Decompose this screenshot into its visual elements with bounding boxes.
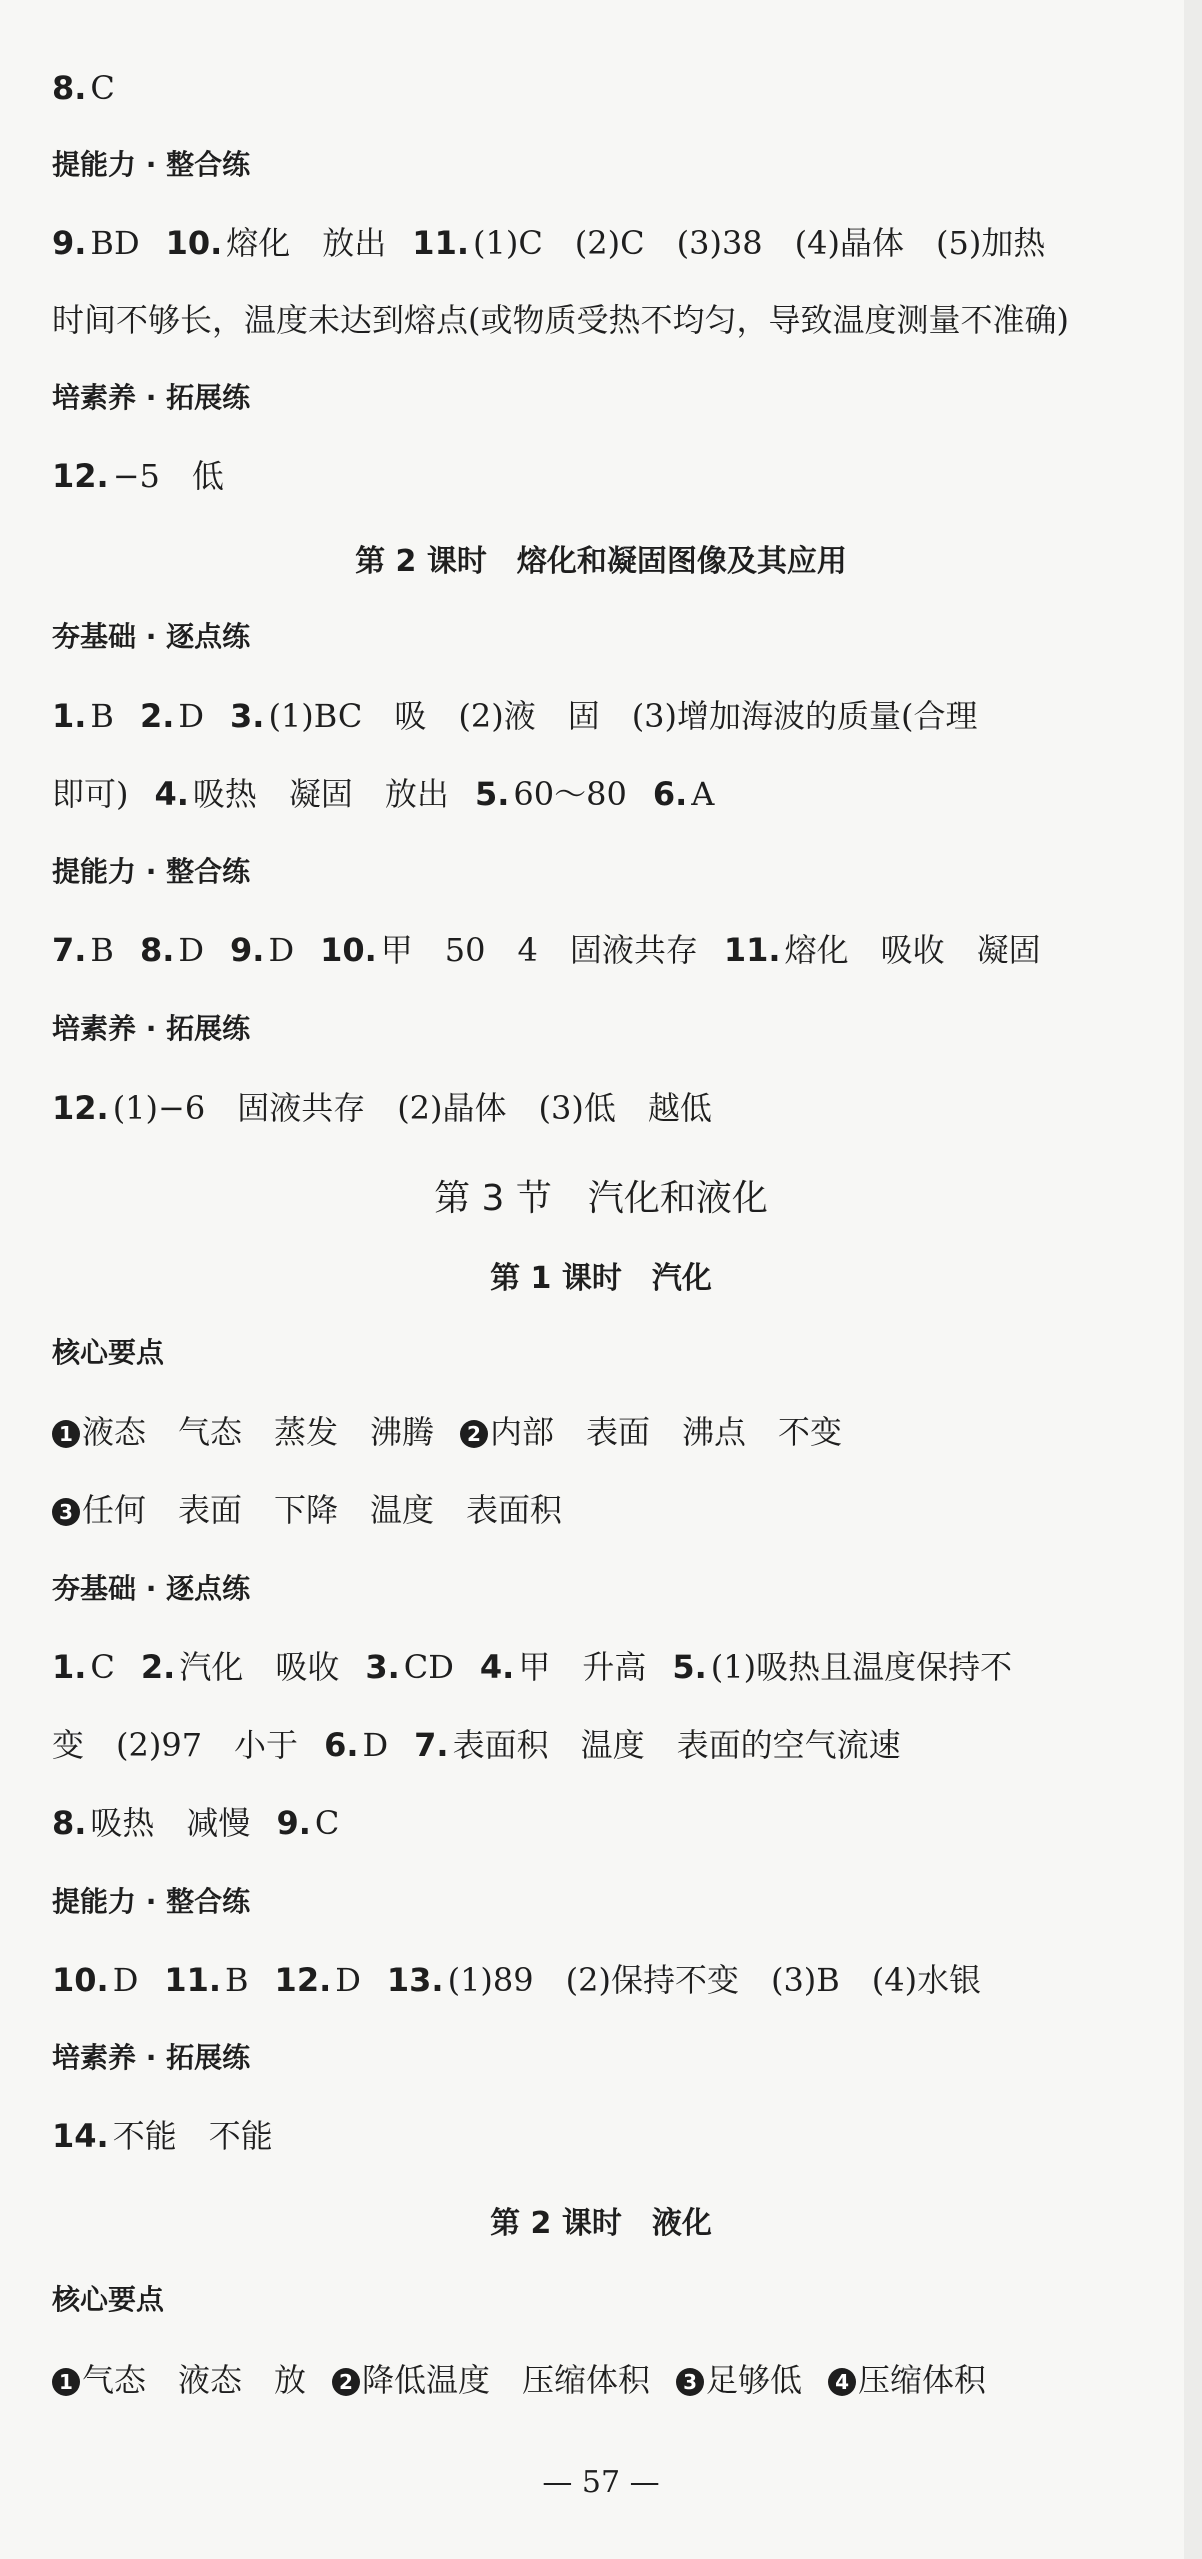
practice-heading: 培素养 · 拓展练 — [52, 2041, 251, 2074]
question-number: 5. — [672, 1648, 707, 1686]
numbered-bullet-icon: 1 — [52, 1420, 80, 1448]
question-number: 10. — [52, 1961, 109, 1999]
answer-text: D — [362, 1726, 389, 1764]
answer-line — [52, 1086, 712, 1130]
answer-text: 熔化 放出 — [226, 224, 387, 262]
question-number: 9. — [276, 1804, 311, 1842]
question-number: 2. — [140, 1648, 176, 1686]
question-number: 9. — [52, 224, 87, 262]
answer-text: B — [90, 697, 114, 735]
answer-text: C — [90, 1648, 115, 1686]
answer-text: BD — [90, 224, 140, 262]
question-number: 11. — [164, 1961, 222, 1999]
answer-text: C — [90, 69, 115, 107]
answer-text: 不能 不能 — [112, 2117, 273, 2155]
answer-text: 时间不够长，温度未达到熔点(或物质受热不均匀，导致温度测量不准确) — [52, 301, 1069, 339]
answer-text: 即可) — [52, 775, 129, 813]
answer-text: 汽化 吸收 — [179, 1648, 340, 1686]
answer-text: D — [268, 931, 295, 969]
answer-text: (1)−6 固液共存 (2)晶体 (3)低 越低 — [112, 1089, 712, 1127]
answer-text: −5 低 — [112, 457, 224, 495]
question-number: 4. — [154, 775, 189, 813]
question-number: 11. — [723, 931, 781, 969]
question-number: 14. — [52, 2117, 109, 2155]
question-number: 10. — [165, 224, 223, 262]
answer-text: (1)吸热且温度保持不 — [710, 1648, 1013, 1686]
answer-text: 变 (2)97 小于 — [52, 1726, 299, 1764]
answer-text: 吸热 凝固 放出 — [192, 775, 449, 813]
page-number: — 57 — — [542, 2465, 660, 2500]
numbered-bullet-icon: 4 — [828, 2368, 856, 2396]
numbered-bullet-icon: 3 — [676, 2368, 704, 2396]
question-number: 8. — [52, 69, 87, 107]
practice-heading: 培素养 · 拓展练 — [52, 1012, 251, 1045]
answer-text: A — [691, 775, 715, 813]
answer-line — [52, 1958, 981, 2002]
question-number: 8. — [139, 931, 175, 969]
answer-text: D — [178, 697, 205, 735]
answer-line — [52, 1723, 901, 1767]
answer-text: D — [112, 1961, 139, 1999]
answer-text: CD — [403, 1648, 454, 1686]
answer-line — [52, 298, 1069, 342]
question-number: 6. — [324, 1726, 359, 1764]
question-number: 4. — [479, 1648, 515, 1686]
answer-line — [52, 694, 978, 738]
key-point-text: 任何 表面 下降 温度 表面积 — [82, 1491, 563, 1529]
answer-text: 60～80 — [513, 775, 627, 813]
answer-line — [52, 221, 1045, 265]
answer-text: 甲 升高 — [518, 1648, 647, 1686]
key-point-text: 液态 气态 蒸发 沸腾 — [82, 1413, 435, 1451]
answer-line — [52, 1801, 339, 1845]
question-number: 8. — [52, 1804, 87, 1842]
key-point-text: 压缩体积 — [858, 2361, 987, 2399]
key-point-text: 内部 表面 沸点 不变 — [490, 1413, 843, 1451]
answer-line — [52, 772, 714, 816]
answer-text: D — [178, 931, 205, 969]
practice-heading: 核心要点 — [52, 2283, 165, 2316]
question-number: 3. — [365, 1648, 400, 1686]
question-number: 3. — [230, 697, 265, 735]
numbered-bullet-icon: 2 — [460, 1420, 488, 1448]
answer-line — [52, 1645, 1012, 1689]
answer-text: B — [90, 931, 114, 969]
lesson-title: 第 2 课时 液化 — [490, 2206, 712, 2241]
question-number: 12. — [52, 457, 109, 495]
answer-line — [52, 2114, 273, 2158]
answer-text: 吸热 减慢 — [90, 1804, 251, 1842]
practice-heading: 核心要点 — [52, 1336, 165, 1369]
answer-line — [52, 66, 115, 110]
question-number: 12. — [274, 1961, 332, 1999]
practice-heading: 夯基础 · 逐点练 — [52, 1572, 251, 1605]
question-number: 7. — [414, 1726, 449, 1764]
lesson-title: 第 1 课时 汽化 — [490, 1261, 712, 1296]
question-number: 11. — [412, 224, 469, 262]
answer-text: 表面积 温度 表面的空气流速 — [452, 1726, 901, 1764]
question-number: 10. — [320, 931, 377, 969]
answer-line — [52, 928, 1041, 972]
numbered-bullet-icon: 1 — [52, 2368, 80, 2396]
numbered-bullet-icon: 3 — [52, 1498, 80, 1526]
answer-line — [52, 2358, 986, 2402]
question-number: 1. — [52, 697, 87, 735]
practice-heading: 提能力 · 整合练 — [52, 1885, 251, 1918]
question-number: 5. — [474, 775, 510, 813]
key-point-text: 气态 液态 放 — [82, 2361, 307, 2399]
answer-line — [52, 1488, 562, 1532]
answer-text: (1)BC 吸 (2)液 固 (3)增加海波的质量(合理 — [268, 697, 978, 735]
answer-line — [52, 1410, 842, 1454]
answer-text: B — [225, 1961, 249, 1999]
question-number: 1. — [52, 1648, 87, 1686]
key-point-text: 足够低 — [706, 2361, 803, 2399]
question-number: 13. — [386, 1961, 444, 1999]
key-point-text: 降低温度 压缩体积 — [362, 2361, 651, 2399]
answer-text: (1)C (2)C (3)38 (4)晶体 (5)加热 — [472, 224, 1046, 262]
practice-heading: 提能力 · 整合练 — [52, 148, 251, 181]
lesson-title: 第 2 课时 熔化和凝固图像及其应用 — [355, 544, 847, 579]
practice-heading: 夯基础 · 逐点练 — [52, 620, 251, 653]
answer-text: 甲 50 4 固液共存 — [380, 931, 698, 969]
question-number: 12. — [52, 1089, 109, 1127]
section-title: 第 3 节 汽化和液化 — [434, 1178, 768, 1219]
answer-text: D — [335, 1961, 361, 1999]
practice-heading: 提能力 · 整合练 — [52, 855, 251, 888]
question-number: 6. — [652, 775, 688, 813]
answer-text: (1)89 (2)保持不变 (3)B (4)水银 — [447, 1961, 982, 1999]
question-number: 9. — [230, 931, 265, 969]
answer-line — [52, 454, 224, 498]
answer-text: C — [314, 1804, 340, 1842]
question-number: 2. — [139, 697, 175, 735]
practice-heading: 培素养 · 拓展练 — [52, 381, 251, 414]
answer-text: 熔化 吸收 凝固 — [784, 931, 1041, 969]
numbered-bullet-icon: 2 — [332, 2368, 360, 2396]
question-number: 7. — [52, 931, 87, 969]
